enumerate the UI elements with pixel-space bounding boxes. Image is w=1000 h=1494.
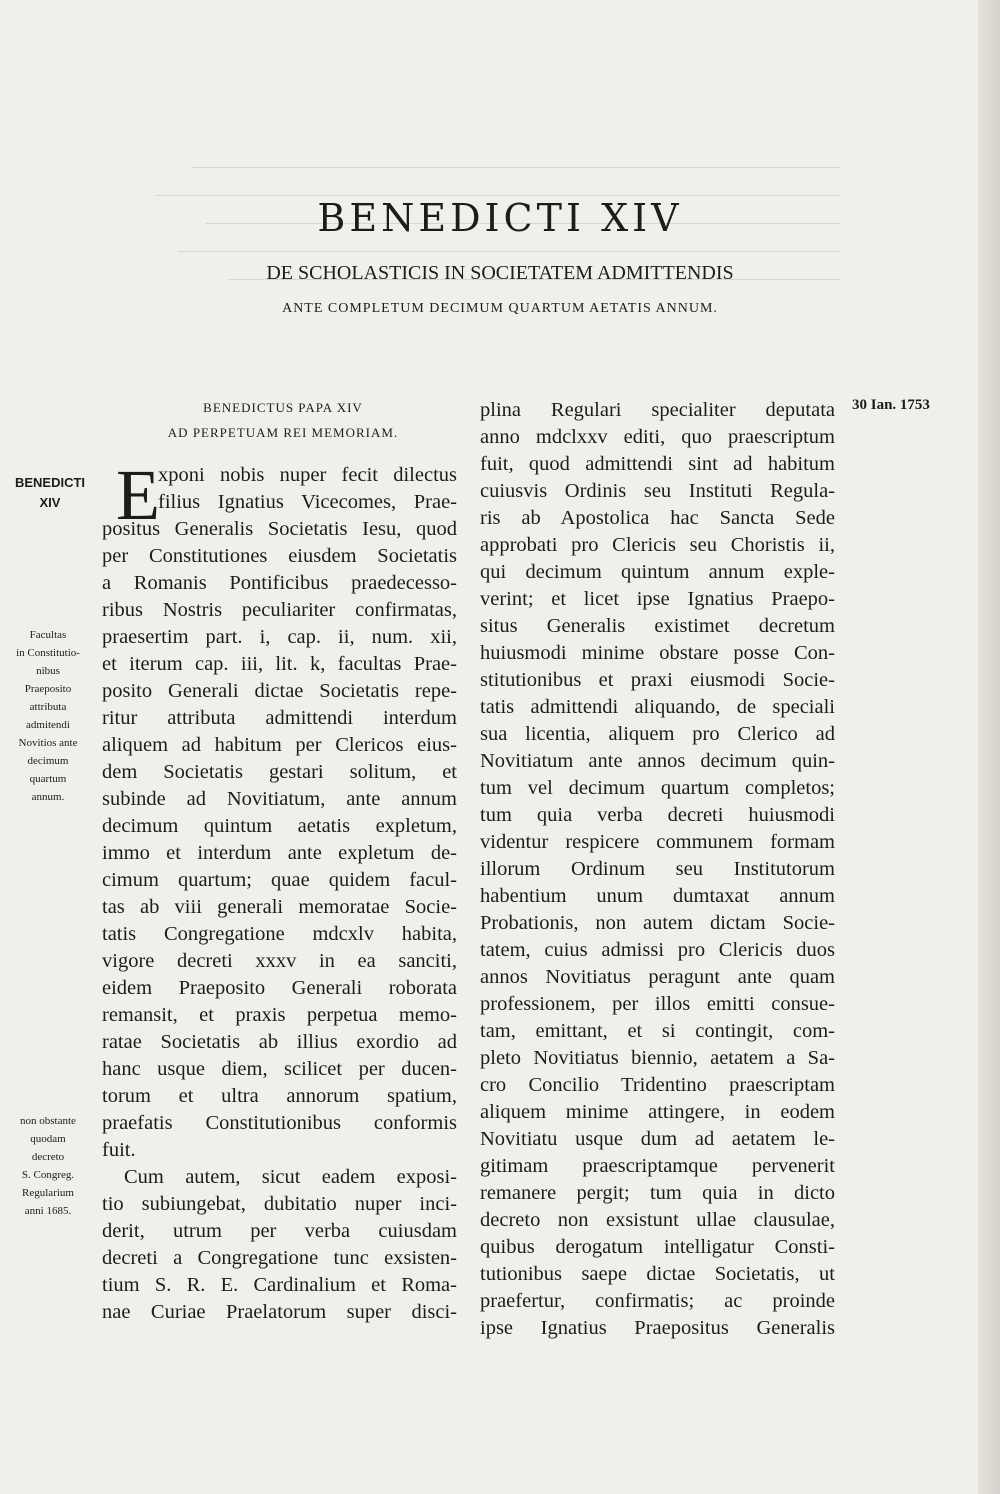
text-line: aliquem minime attingere, in eodem xyxy=(480,1101,835,1123)
date-note: 30 Ian. 1753 xyxy=(852,397,930,413)
text-line: per Constitutiones eiusdem Societatis xyxy=(102,545,457,567)
margin-note-line: quodam xyxy=(30,1133,66,1145)
text-line: torum et ultra annorum spatium, xyxy=(102,1085,457,1107)
text-line: ipse Ignatius Praepositus Generalis xyxy=(480,1317,835,1339)
text-line: decreti a Congregatione tunc exsisten- xyxy=(102,1247,457,1269)
left-column xyxy=(102,462,457,1326)
document-subtitle: DE SCHOLASTICIS IN SOCIETATEM ADMITTENDIS xyxy=(266,262,734,284)
drop-cap: E xyxy=(116,455,160,535)
text-line: huiusmodi minime obstare posse Con- xyxy=(480,642,835,664)
text-line: tatis admittendi aliquando, de speciali xyxy=(480,696,835,718)
text-line: dem Societatis gestari solitum, et xyxy=(102,761,457,783)
text-line: situs Generalis existimet decretum xyxy=(480,615,835,637)
text-line: praefatis Constitutionibus conformis xyxy=(102,1112,457,1134)
text-line: habentium unum dumtaxat annum xyxy=(480,885,835,907)
text-line: xponi nobis nuper fecit dilectus xyxy=(158,464,457,486)
margin-note-line: Praeposito xyxy=(24,683,72,695)
text-line: fuit, quod admittendi sint ad habitum xyxy=(480,453,835,475)
text-line: tutionibus saepe dictae Societatis, ut xyxy=(480,1263,835,1285)
text-line: Cum autem, sicut eadem exposi- xyxy=(124,1166,457,1188)
page-title: BENEDICTI XIV xyxy=(317,196,683,240)
text-line: immo et interdum ante expletum de- xyxy=(102,842,457,864)
text-line: plina Regulari specialiter deputata xyxy=(480,399,835,421)
text-line: cro Concilio Tridentino praescriptam xyxy=(480,1074,835,1096)
text-line: Novitiatu usque dum ad aetatem le- xyxy=(480,1128,835,1150)
text-line: videntur respicere communem formam xyxy=(480,831,835,853)
text-line: positus Generalis Societatis Iesu, quod xyxy=(102,518,457,540)
text-line: a Romanis Pontificibus praedecesso- xyxy=(102,572,457,594)
text-line: sua licentia, aliquem pro Clerico ad xyxy=(480,723,835,745)
margin-note-facultas xyxy=(2,626,94,806)
text-line: tum quia verba decreti huiusmodi xyxy=(480,804,835,826)
text-line: tatem, cuius admissi pro Clericis duos xyxy=(480,939,835,961)
margin-note-line: decreto xyxy=(31,1151,65,1163)
margin-note-line: Facultas xyxy=(29,629,67,641)
margin-note-line: nibus xyxy=(36,665,60,677)
text-line: pleto Novitiatus biennio, aetatem a Sa- xyxy=(480,1047,835,1069)
text-line: aliquem ad habitum per Clericos eius- xyxy=(102,734,457,756)
text-line: Novitiatum ante annos decimum quin- xyxy=(480,750,835,772)
text-line: fuit. xyxy=(102,1139,136,1161)
margin-note-line: admitendi xyxy=(26,719,70,731)
text-line: decimum quintum aetatis expletum, xyxy=(102,815,457,837)
text-line: ratae Societatis ab illius exordio ad xyxy=(102,1031,457,1053)
salutation-line-1: BENEDICTUS PAPA XIV xyxy=(203,400,363,415)
text-line: tio subiungebat, dubitatio nuper inci- xyxy=(102,1193,457,1215)
text-line: hanc usque diem, scilicet per ducen- xyxy=(102,1058,457,1080)
text-line: Probationis, non autem dictam Socie- xyxy=(480,912,835,934)
text-line: filius Ignatius Vicecomes, Prae- xyxy=(158,491,457,513)
text-line: approbati pro Clericis seu Choristis ii, xyxy=(480,534,835,556)
text-line: ribus Nostris peculiariter confirmatas, xyxy=(102,599,457,621)
text-line: stitutionibus et praxi eiusmodi Socie- xyxy=(480,669,835,691)
text-line: nae Curiae Praelatorum super disci- xyxy=(102,1301,457,1323)
text-line: ritur attributa admittendi interdum xyxy=(102,707,457,729)
margin-note-line: annum. xyxy=(31,791,65,803)
text-line: ris ab Apostolica hac Sancta Sede xyxy=(480,507,835,529)
margin-note-line: S. Congreg. xyxy=(21,1169,75,1181)
text-line: anno mdclxxv editi, quo praescriptum xyxy=(480,426,835,448)
margin-note-non-obstante xyxy=(2,1112,94,1220)
text-line: professionem, per illos emitti consue- xyxy=(480,993,835,1015)
text-line: praefertur, confirmatis; ac proinde xyxy=(480,1290,835,1312)
text-line: posito Generali dictae Societatis repe- xyxy=(102,680,457,702)
text-line: tum vel decimum quartum completos; xyxy=(480,777,835,799)
margin-head-line: BENEDICTI xyxy=(14,475,86,490)
margin-note-line: anni 1685. xyxy=(24,1205,72,1217)
text-line: cimum quartum; quae quidem facul- xyxy=(102,869,457,891)
margin-note-line: decimum xyxy=(27,755,69,767)
text-line: qui decimum quintum annum exple- xyxy=(480,561,835,583)
document-subtitle-secondary: ANTE COMPLETUM DECIMUM QUARTUM AETATIS ANNUM. xyxy=(282,301,718,316)
right-column xyxy=(480,397,835,1342)
text-line: derit, utrum per verba cuiusdam xyxy=(102,1220,457,1242)
text-line: verint; et licet ipse Ignatius Praepo- xyxy=(480,588,835,610)
text-line: subinde ad Novitiatum, ante annum xyxy=(102,788,457,810)
text-line: illorum Ordinum seu Institutorum xyxy=(480,858,835,880)
margin-note-line: in Constitutio- xyxy=(16,647,80,659)
text-line: tatis Congregatione mdcxlv habita, xyxy=(102,923,457,945)
margin-running-head xyxy=(4,473,96,513)
text-line: remansit, et praxis perpetua memo- xyxy=(102,1004,457,1026)
margin-note-line: attributa xyxy=(29,701,67,713)
text-line: tam, emittant, et si contingit, com- xyxy=(480,1020,835,1042)
margin-note-line: quartum xyxy=(29,773,67,785)
margin-head-line: XIV xyxy=(39,495,61,510)
text-line: annos Novitiatus peragunt ante quam xyxy=(480,966,835,988)
text-line: decreto non exsistunt ullae clausulae, xyxy=(480,1209,835,1231)
margin-note-line: Regularium xyxy=(22,1187,74,1199)
text-line: remanere pergit; tum quia in dicto xyxy=(480,1182,835,1204)
show-through xyxy=(120,140,840,370)
text-line: cuiusvis Ordinis seu Instituti Regula- xyxy=(480,480,835,502)
text-line: praesertim part. i, cap. ii, num. xii, xyxy=(102,626,457,648)
text-line: et iterum cap. iii, lit. k, facultas Prae- xyxy=(102,653,457,675)
text-line: quibus derogatum intelligatur Consti- xyxy=(480,1236,835,1258)
margin-note-line: non obstante xyxy=(20,1115,76,1127)
text-line: eidem Praeposito Generali roborata xyxy=(102,977,457,999)
salutation-line-2: AD PERPETUAM REI MEMORIAM. xyxy=(167,425,399,440)
text-line: tium S. R. E. Cardinalium et Roma- xyxy=(102,1274,457,1296)
margin-note-line: Novitios ante xyxy=(18,737,78,749)
text-line: tas ab viii generali memoratae Socie- xyxy=(102,896,457,918)
text-line: vigore decreti xxxv in ea sanciti, xyxy=(102,950,457,972)
text-line: gitimam praescriptamque pervenerit xyxy=(480,1155,835,1177)
